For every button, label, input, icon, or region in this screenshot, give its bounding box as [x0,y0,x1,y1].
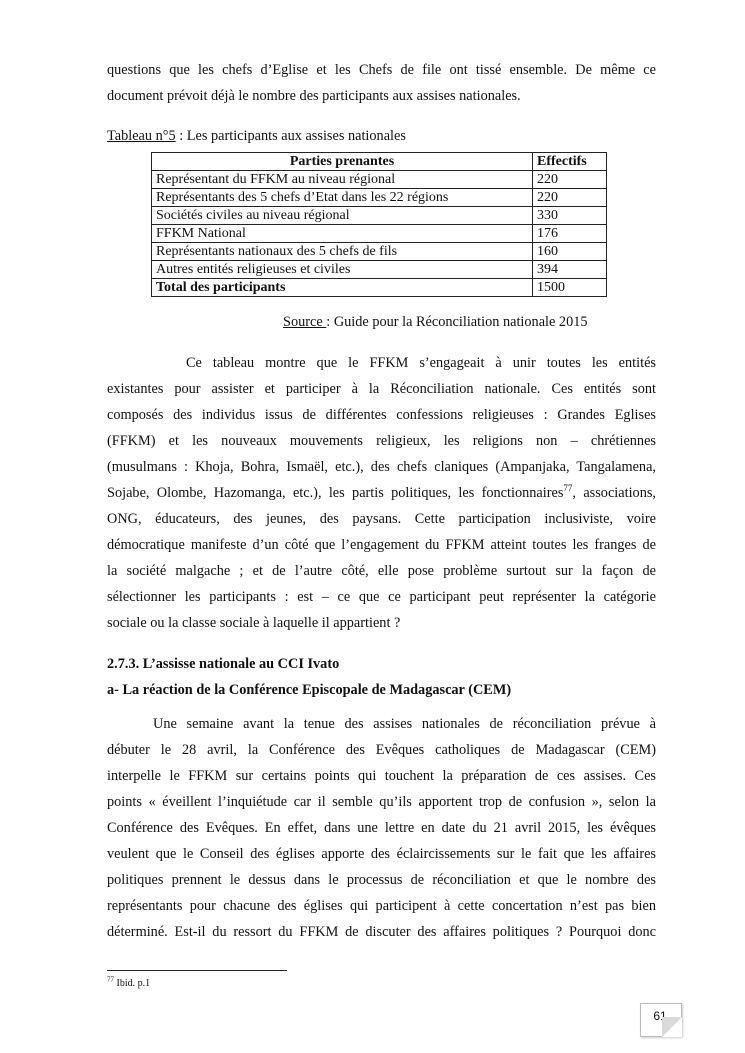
text-line: Conférence des Evêques. En effet, dans une lettre en date du 21 avril 2015, les évêques [107,820,656,836]
text-line: Une semaine avant la tenue des assises nationales de réconciliation prévue à [153,716,656,732]
text-segment: Sojabe, Olombe, Hazomanga, etc.), les partis politiques, les fonctionnaires [107,485,564,501]
table-caption [107,127,406,145]
text-segment: , associations, [572,485,656,501]
section-heading: 2.7.3. L’assisse nationale au CCI Ivato [107,656,340,672]
table-row [152,225,607,243]
table-cell: 176 [533,225,607,243]
text-line: politiques prennent le dessus dans le processus de réconciliation et que le nombre des [107,872,656,888]
text-line: (FFKM) et les nouveaux mouvements religieux, les religions non – chrétiennes [107,433,656,449]
table-row [152,189,607,207]
source-label: Source [283,314,327,330]
table-caption-text: : Les participants aux assises nationales [175,128,406,144]
text-line: (musulmans : Khoja, Bohra, Ismaël, etc.), des chefs claniques (Ampanjaka, Tangalamena, [107,459,656,475]
footnote-number: 77 [107,975,114,984]
text-line: déterminé. Est-il du ressort du FFKM de discuter des affaires politiques ? Pourquoi donc [107,924,656,940]
page-number-box [640,1003,682,1037]
table-cell: Sociétés civiles au niveau régional [152,207,533,225]
table-cell: Autres entités religieuses et civiles [152,261,533,279]
sub-heading: a- La réaction de la Conférence Episcopale de Madagascar (CEM) [107,682,512,698]
table-cell: Représentants nationaux des 5 chefs de fils [152,243,533,261]
table-cell: 220 [533,171,607,189]
table-cell: Représentant du FFKM au niveau régional [152,171,533,189]
text-line: démocratique manifeste d’un côté que l’engagement du FFKM atteint toutes les franges de [107,537,656,553]
page-number: 61 [653,1009,667,1023]
table-cell: Représentants des 5 chefs d’Etat dans les 22 régions [152,189,533,207]
text-line: sélectionner les participants : est – ce que ce participant peut représenter la catégorie [107,589,656,605]
text-line: document prévoit déjà le nombre des participants aux assises nationales. [107,88,521,104]
table-header-row [152,153,607,171]
footnote-divider [107,970,287,971]
table-cell: 220 [533,189,607,207]
footnote-reference: 77 [563,483,573,494]
table-row [152,207,607,225]
total-value: 1500 [533,279,607,297]
table-cell: 330 [533,207,607,225]
page-curl-decoration [662,1017,682,1037]
table-caption-label: Tableau n°5 [107,128,176,144]
table-source [283,313,588,331]
text-line: débuter le 28 avril, la Conférence des Evêques catholiques de Madagascar (CEM) [107,742,656,758]
table-cell: 160 [533,243,607,261]
source-text: : Guide pour la Réconciliation nationale 2015 [326,314,588,330]
header-effectifs: Effectifs [533,153,607,171]
table-cell: FFKM National [152,225,533,243]
table-row [152,243,607,261]
text-line: existantes pour assister et participer à la Réconciliation nationale. Ces entités sont [107,381,656,397]
cem-paragraph [107,711,656,945]
table-cell: 394 [533,261,607,279]
text-line: veulent que le Conseil des églises apporte des éclaircissements sur le fait que les affaires [107,846,656,862]
table-row [152,261,607,279]
footnote [107,975,151,990]
table-total-row [152,279,607,297]
table-row [152,171,607,189]
text-line-with-footnote [107,480,656,506]
text-line: la société malgache ; et de l’autre côté, elle pose problème surtout sur la façon de [107,563,656,579]
text-line: composés des individus issus de différentes confessions religieuses : Grandes Eglises [107,407,656,423]
header-parties-prenantes: Parties prenantes [152,153,533,171]
text-line: interpelle le FFKM sur certains points qui touchent la préparation de ces assises. Ces [107,768,656,784]
text-line: questions que les chefs d’Eglise et les Chefs de file ont tissé ensemble. De même ce [107,62,656,78]
text-line: points « éveillent l’inquiétude car il semble qu’ils apportent trop de confusion », selon la [107,794,656,810]
analysis-paragraph [107,350,656,636]
intro-paragraph [107,57,656,109]
text-line: Ce tableau montre que le FFKM s’engageait à unir toutes les entités [186,355,656,371]
text-line: ONG, éducateurs, des jeunes, des paysans. Cette participation inclusiviste, voire [107,511,656,527]
footnote-text: Ibid. p.1 [114,978,151,989]
text-line: sociale ou la classe sociale à laquelle il appartient ? [107,615,401,631]
total-label: Total des participants [152,279,533,297]
text-line: représentants pour chacune des églises qui participent à cette concertation n’est pas bien [107,898,656,914]
participants-table [151,152,607,297]
